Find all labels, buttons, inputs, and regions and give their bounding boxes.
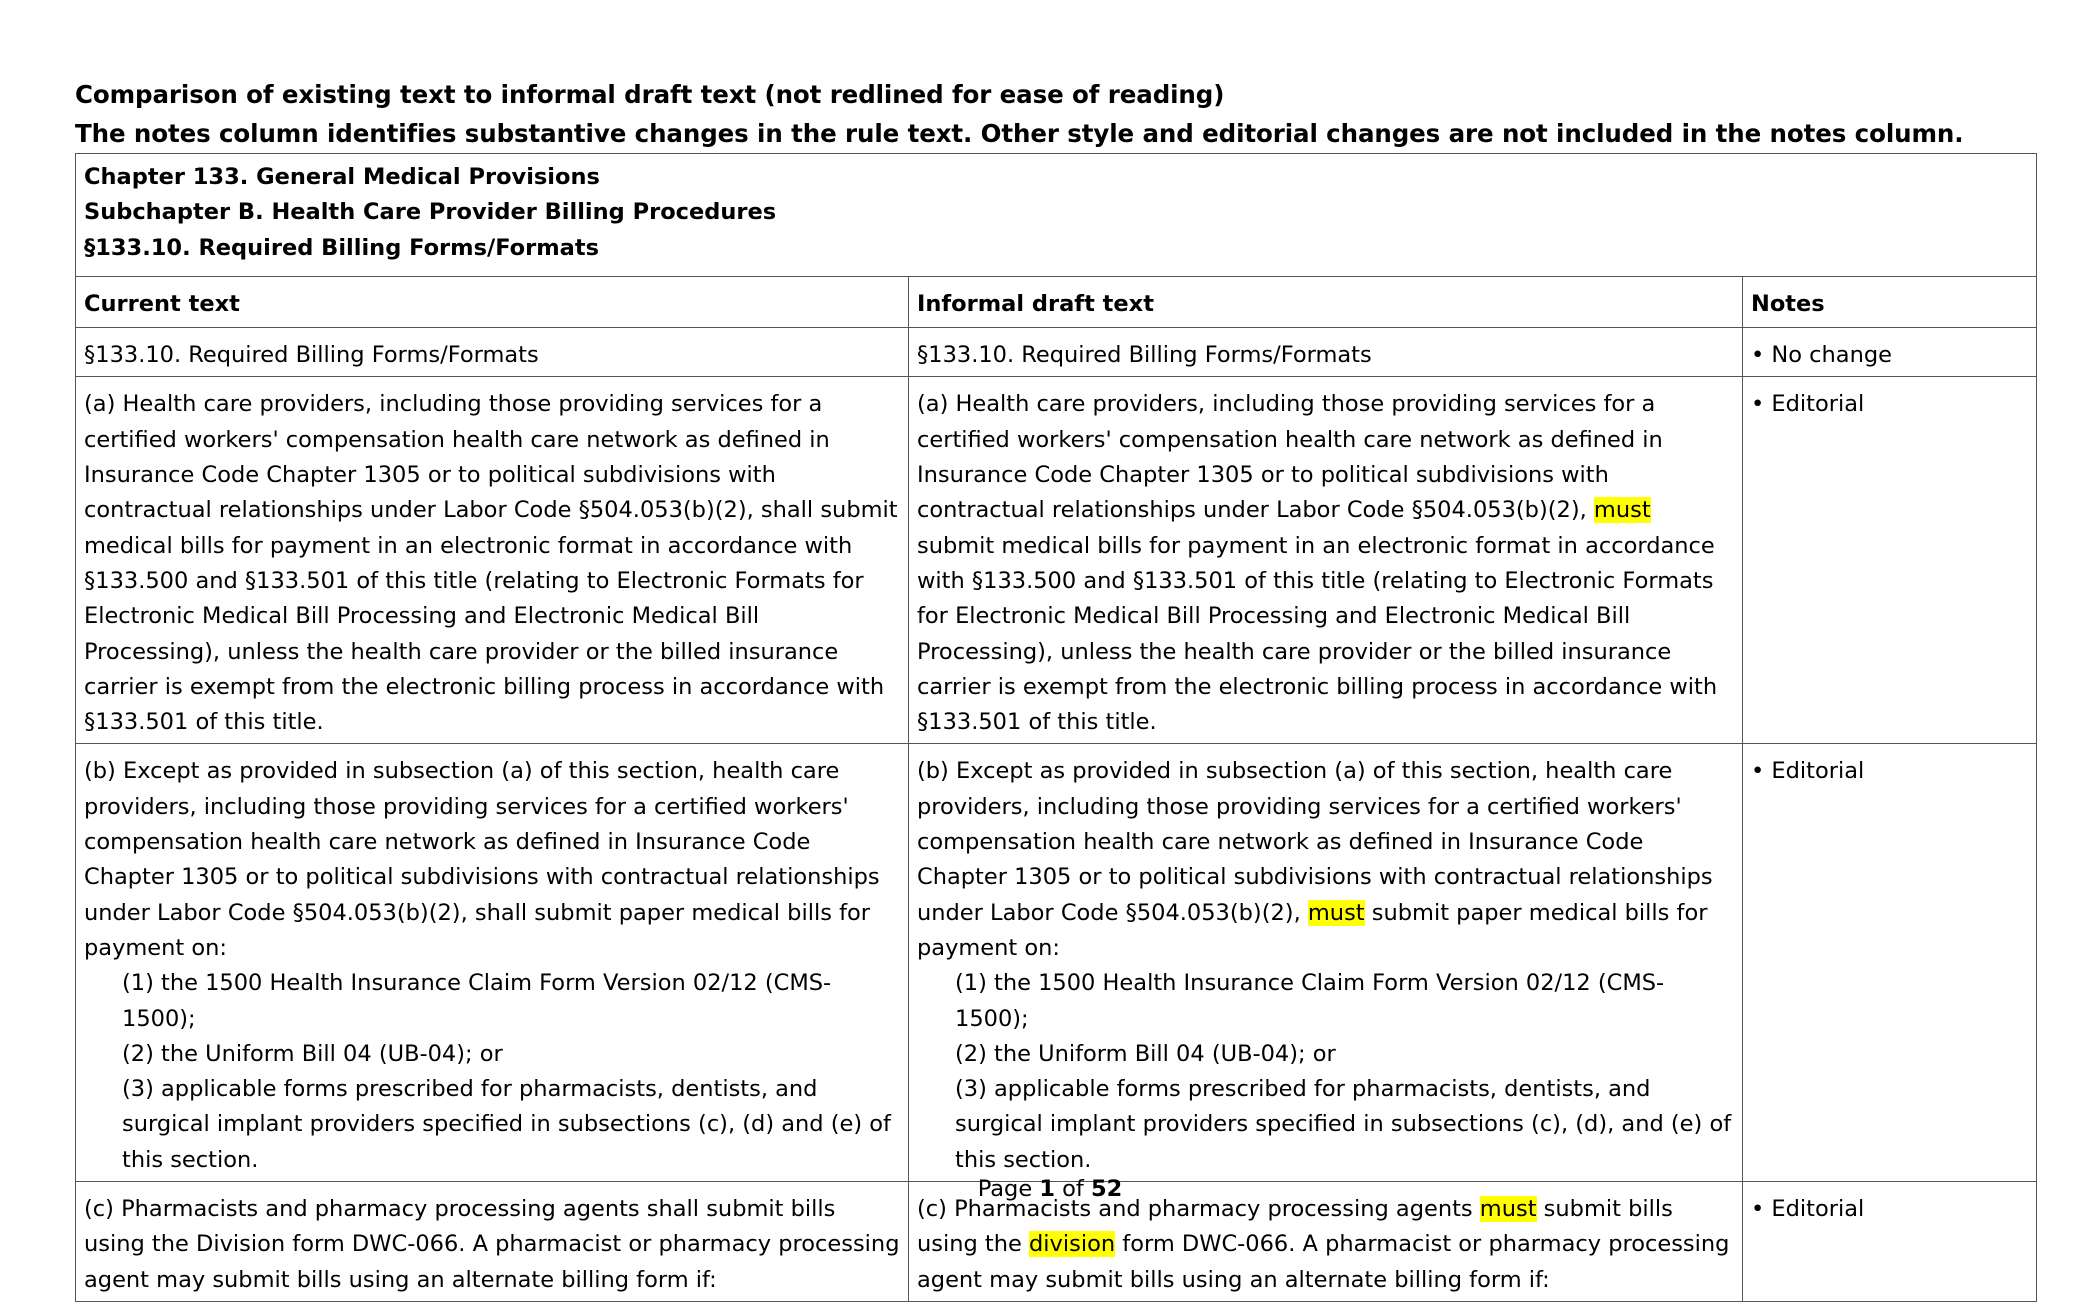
table-row — [76, 744, 2037, 1182]
list-item: (2) the Uniform Bill 04 (UB-04); or — [955, 1040, 1336, 1067]
current-text-cell: (a) Health care providers, including those providing services for a certified workers' compensation health care network as defined in Insurance Code Chapter 1305 or to political subdivisions with contractual relationships under Labor Code §504.053(b)(2), shall submit medical bills for payment in an electronic format in accordance with §133.500 and §133.501 of this title (relating to Electronic Formats for Electronic Medical Bill Processing and Electronic Medical Bill Processing), unless the health care provider or the billed insurance carrier is exempt from the electronic billing process in accordance with §133.501 of this title. — [76, 377, 909, 744]
draft-text: form DWC-066. A pharmacist or pharmacy processing agent may submit bills using an alternate billing form if: — [917, 1231, 1730, 1293]
list-item: (1) the 1500 Health Insurance Claim Form Version 02/12 (CMS-1500); — [955, 970, 1665, 1032]
draft-text: (b) Except as provided in subsection (a) of this section, health care providers, including those providing services for a certified workers' compensation health care network as defined in Insurance Code Chapter 1305 or to political subdivisions with contractual relationships under Labor Code §504.053(b)(2), — [917, 758, 1713, 926]
draft-text-cell — [909, 377, 1743, 744]
current-text: (b) Except as provided in subsection (a) of this section, health care providers, including those providing services for a certified workers' compensation health care network as defined in Insurance Code Chapter 1305 or to political subdivisions with contractual relationships under Labor Code §504.053(b)(2), shall submit paper medical bills for payment on: — [84, 758, 880, 961]
note-cell: • Editorial — [1743, 744, 2037, 1182]
list-item: (1) the 1500 Health Insurance Claim Form Version 02/12 (CMS-1500); — [122, 970, 832, 1032]
chapter-title: Chapter 133. General Medical Provisions — [84, 164, 600, 190]
note-cell: • Editorial — [1743, 1182, 2037, 1302]
list-item: (3) applicable forms prescribed for pharmacists, dentists, and surgical implant providers specified in subsections (c), (d) and (e) of this section. — [122, 1076, 891, 1173]
document-subheading: The notes column identifies substantive changes in the rule text. Other style and editorial changes are not included in the notes column. — [75, 119, 1964, 148]
column-header-current: Current text — [76, 276, 909, 327]
note-cell: • No change — [1743, 328, 2037, 377]
draft-text: (c) Pharmacists and pharmacy processing agents — [917, 1196, 1480, 1223]
column-header-row — [76, 276, 2037, 327]
highlighted-change: must — [1307, 899, 1365, 926]
highlighted-change: must — [1479, 1196, 1537, 1223]
comparison-table — [75, 153, 2037, 1302]
total-pages: 52 — [1090, 1176, 1123, 1202]
section-title: §133.10. Required Billing Forms/Formats — [84, 234, 599, 261]
current-text-cell — [76, 744, 909, 1182]
subchapter-title: Subchapter B. Health Care Provider Billing Procedures — [84, 199, 777, 226]
list-item: (2) the Uniform Bill 04 (UB-04); or — [122, 1040, 503, 1067]
table-row — [76, 377, 2037, 744]
highlighted-change: division — [1029, 1231, 1116, 1258]
draft-text: (a) Health care providers, including those providing services for a certified workers' compensation health care network as defined in Insurance Code Chapter 1305 or to political subdivisions with contractual relationships under Labor Code §504.053(b)(2), — [917, 391, 1663, 524]
column-header-draft: Informal draft text — [909, 276, 1743, 327]
page-label: Page — [977, 1176, 1040, 1202]
draft-text: submit paper medical bills for payment on: — [917, 899, 1708, 961]
highlighted-change: must — [1593, 497, 1651, 524]
column-header-notes: Notes — [1743, 276, 2037, 327]
note-cell: • Editorial — [1743, 377, 2037, 744]
draft-text-cell: §133.10. Required Billing Forms/Formats — [909, 328, 1743, 377]
current-text-cell: §133.10. Required Billing Forms/Formats — [76, 328, 909, 377]
chapter-header-cell — [76, 154, 2037, 277]
document-heading: Comparison of existing text to informal draft text (not redlined for ease of reading) — [75, 80, 1225, 109]
current-text-cell: (c) Pharmacists and pharmacy processing agents shall submit bills using the Division form DWC-066. A pharmacist or pharmacy processing agent may submit bills using an alternate billing form if: — [76, 1182, 909, 1302]
draft-text: submit bills using the — [917, 1196, 1673, 1258]
chapter-header-row — [76, 154, 2037, 277]
list-item: (3) applicable forms prescribed for pharmacists, dentists, and surgical implant providers specified in subsections (c), (d), and (e) of this section. — [955, 1076, 1732, 1173]
draft-text-cell — [909, 744, 1743, 1182]
table-row — [76, 328, 2037, 377]
page-of-label: of — [1054, 1176, 1091, 1202]
current-page: 1 — [1039, 1176, 1055, 1202]
page-number — [0, 1176, 2100, 1202]
draft-text: submit medical bills for payment in an electronic format in accordance with §133.500 and §133.501 of this title (relating to Electronic Formats for Electronic Medical Bill Processing and Electronic Medical Bill Processing), unless the health care provider or the billed insurance carrier is exempt from the electronic billing process in accordance with §133.501 of this title. — [917, 532, 1718, 736]
